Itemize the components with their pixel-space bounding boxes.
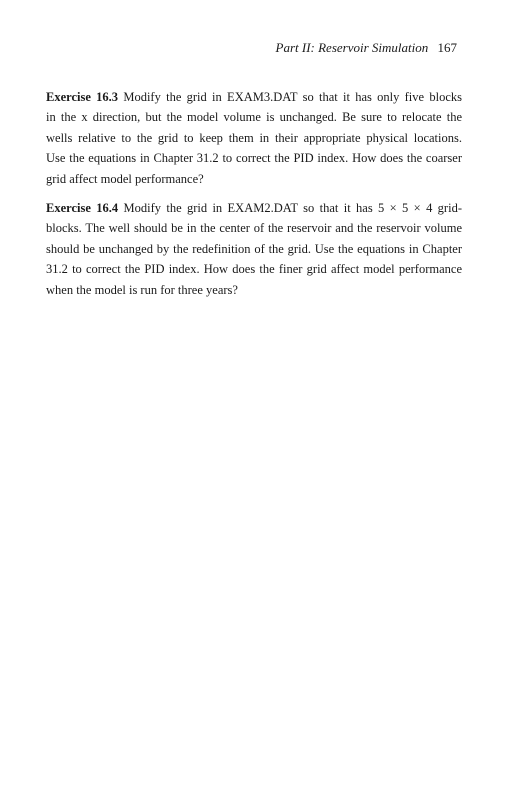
running-head-section: Part II: Reservoir Simulation — [275, 40, 429, 55]
exercise-line: blocks. The well should be in the center of the reservoir and the reservoir volume — [46, 221, 462, 236]
exercise-text: Modify the grid in EXAM3.DAT so that it has only five blocks — [123, 90, 462, 104]
exercise-line — [46, 198, 462, 218]
exercise-line: should be unchanged by the redefinition of the grid. Use the equations in Chapter — [46, 241, 462, 256]
exercise-text: Modify the grid in EXAM2.DAT so that it has 5 × 5 × 4 grid- — [123, 201, 462, 215]
exercise-line: in the x direction, but the model volume is unchanged. Be sure to relocate the — [46, 110, 462, 125]
exercise-line: when the model is run for three years? — [46, 282, 238, 297]
exercise-label: Exercise 16.4 — [46, 201, 119, 215]
exercise-line: wells relative to the grid to keep them in their appropriate physical locations. — [46, 130, 462, 145]
exercise-16-3 — [46, 87, 462, 189]
exercise-label: Exercise 16.3 — [46, 90, 119, 104]
page-number: 167 — [437, 40, 457, 55]
exercise-line: Use the equations in Chapter 31.2 to correct the PID index. How does the coarser — [46, 151, 462, 166]
exercise-line: grid affect model performance? — [46, 171, 204, 186]
exercise-16-4 — [46, 198, 462, 300]
exercise-line: 31.2 to correct the PID index. How does the finer grid affect model performance — [46, 262, 462, 277]
running-head — [276, 40, 457, 56]
exercise-line — [46, 87, 462, 107]
